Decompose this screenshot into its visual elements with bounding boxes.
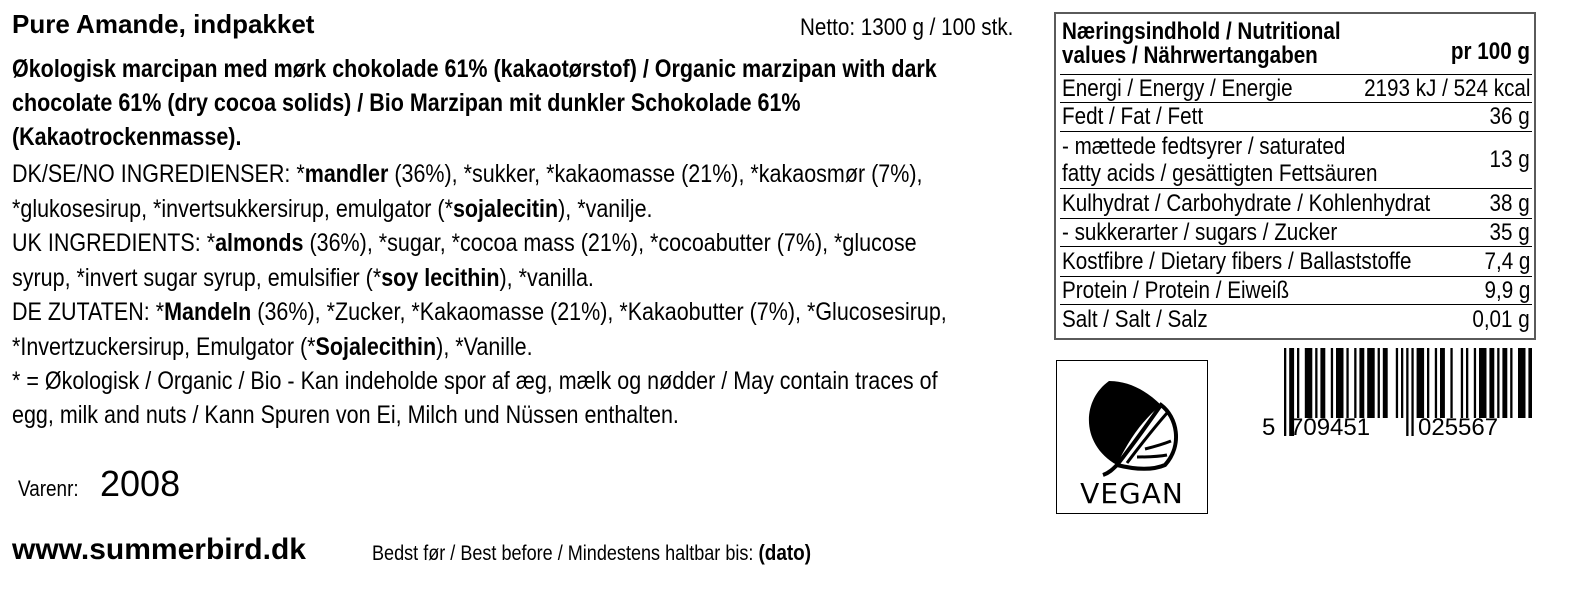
barcode-bar: [1450, 348, 1452, 418]
nutrition-value: 9,9 g: [1484, 277, 1530, 304]
barcode-bar: [1474, 348, 1476, 418]
barcode-bar: [1354, 348, 1356, 418]
nutrition-row-fiber: [1060, 246, 1532, 276]
nutrition-label: Kostfibre / Dietary fibers / Ballaststoffe: [1062, 248, 1412, 275]
barcode-bar: [1518, 348, 1526, 418]
nutrition-label: fatty acids / gesättigten Fettsäuren: [1062, 160, 1378, 187]
barcode-bar: [1331, 348, 1333, 418]
barcode-bar: [1411, 348, 1413, 436]
ingredients-uk-line-2: [12, 264, 594, 293]
barcode-bar: [1427, 348, 1429, 418]
nutrition-label: Salt / Salt / Salz: [1062, 306, 1208, 333]
description-line-1: Økologisk marcipan med mørk chokolade 61% (kakaotørstof) / Organic marzipan with dark: [12, 55, 937, 83]
ingredients-uk-line-1: [12, 229, 917, 258]
text: DK/SE/NO INGREDIENSER: *: [12, 160, 305, 188]
text: *glukosesirup, *invertsukkersirup, emulgator (*: [12, 195, 453, 223]
barcode-bar: [1461, 348, 1463, 418]
text: (36%), *sugar, *cocoa mass (21%), *cocoabutter (7%), *glucose: [303, 229, 917, 257]
vegan-logo: [1056, 360, 1208, 514]
nutrition-title: Næringsindhold / Nutritional values / Nährwertangaben: [1062, 18, 1341, 69]
description-line-2: chocolate 61% (dry cocoa solids) / Bio Marzipan mit dunkler Schokolade 61%: [12, 89, 801, 117]
barcode-bar: [1440, 348, 1445, 418]
barcode-bar: [1336, 348, 1344, 418]
barcode-bar: [1305, 348, 1313, 418]
nutrition-value: 35 g: [1489, 219, 1530, 246]
best-before: [372, 540, 811, 566]
nutrition-label: - sukkerarter / sugars / Zucker: [1062, 219, 1338, 246]
nutrition-label: - mættede fedtsyrer / saturated: [1062, 133, 1346, 160]
barcode-left-digits: 709451: [1290, 414, 1371, 441]
allergen-text: almonds: [215, 229, 304, 257]
barcode-bar: [1406, 348, 1408, 436]
barcode-bar: [1435, 348, 1437, 418]
net-weight: Netto: 1300 g / 100 stk.: [800, 14, 1014, 41]
allergen-text: Mandeln: [164, 298, 252, 326]
text: (36%), *Zucker, *Kakaomasse (21%), *Kakaobutter (7%), *Glucosesirup,: [251, 298, 947, 326]
nutrition-table: [1054, 12, 1536, 340]
description-line-3: (Kakaotrockenmasse).: [12, 123, 242, 151]
best-before-label: Bedst før / Best before / Mindestens haltbar bis:: [372, 542, 759, 565]
text: UK INGREDIENTS: *: [12, 229, 216, 257]
barcode-bar: [1396, 348, 1398, 418]
barcode-bar: [1401, 348, 1403, 418]
nutrition-value: 36 g: [1489, 103, 1530, 130]
barcode-bar: [1510, 348, 1512, 418]
barcode-bar: [1320, 348, 1325, 418]
allergen-text: sojalecitin: [452, 195, 559, 223]
barcode-bar: [1528, 348, 1532, 418]
barcode-bar: [1315, 348, 1317, 418]
nutrition-row-sugars: [1060, 218, 1532, 246]
allergen-text: Sojalecithin: [315, 333, 437, 361]
ingredients-de-line-2: [12, 333, 533, 362]
nutrition-row-saturated: [1060, 131, 1532, 188]
text: ), *vanilje.: [558, 195, 653, 223]
nutrition-row-salt: [1060, 304, 1532, 338]
barcode-bar: [1502, 348, 1507, 418]
text: syrup, *invert sugar syrup, emulsifier (*: [12, 264, 382, 292]
vegan-text: VEGAN: [1080, 477, 1184, 510]
text: *Invertzuckersirup, Emulgator (*: [12, 333, 316, 361]
barcode-bar: [1346, 348, 1348, 418]
nutrition-value: 7,4 g: [1484, 248, 1530, 275]
item-number-label: Varenr:: [18, 476, 79, 501]
barcode-first-digit: 5: [1262, 414, 1276, 441]
barcode-bar: [1417, 348, 1425, 418]
best-before-value: (dato): [758, 540, 812, 565]
allergen-note-line-2: egg, milk and nuts / Kann Spuren von Ei, Milch und Nüssen enthalten.: [12, 401, 679, 429]
barcode-right-digits: 025567: [1418, 414, 1499, 441]
nutrition-row-carbohydrate: [1060, 188, 1532, 218]
text: ), *vanilla.: [499, 264, 594, 292]
barcode-bar: [1378, 348, 1380, 418]
barcode-bar: [1383, 348, 1388, 418]
nutrition-label: Fedt / Fat / Fett: [1062, 103, 1204, 130]
nutrition-value: 13 g: [1489, 146, 1530, 173]
ingredients-de-line-1: [12, 298, 947, 327]
text: ), *Vanille.: [436, 333, 533, 361]
nutrition-label: Kulhydrat / Carbohydrate / Kohlenhydrat: [1062, 190, 1431, 217]
allergen-text: soy lecithin: [381, 264, 500, 292]
nutrition-row-energy: [1060, 74, 1532, 102]
ingredients-dk-line-2: [12, 195, 652, 224]
item-number-value: 2008: [100, 463, 181, 504]
leaf-icon: [1057, 361, 1207, 479]
barcode-bar: [1466, 348, 1468, 418]
barcode: [1262, 348, 1532, 448]
nutrition-row-protein: [1060, 276, 1532, 304]
nutrition-value: 38 g: [1489, 190, 1530, 217]
product-title: Pure Amande, indpakket: [12, 9, 315, 39]
nutrition-value: 2193 kJ / 524 kcal: [1363, 75, 1530, 102]
nutrition-row-fat: [1060, 102, 1532, 131]
text: DE ZUTATEN: *: [12, 298, 165, 326]
barcode-bar: [1297, 348, 1299, 418]
nutrition-label: Energi / Energy / Energie: [1062, 75, 1293, 102]
nutrition-value: 0,01 g: [1472, 306, 1530, 333]
nutrition-per-100g: pr 100 g: [1450, 38, 1530, 65]
allergen-text: mandler: [304, 160, 389, 188]
allergen-note-line-1: * = Økologisk / Organic / Bio - Kan indeholde spor af æg, mælk og nødder / May contain traces of: [12, 367, 938, 395]
barcode-bar: [1479, 348, 1487, 418]
barcode-bar: [1367, 348, 1375, 418]
barcode-bar: [1284, 348, 1286, 436]
nutrition-header: [1062, 20, 1532, 76]
nutrition-label: Protein / Protein / Eiweiß: [1062, 277, 1290, 304]
ingredients-dk-line-1: [12, 160, 922, 189]
website-url: www.summerbird.dk: [12, 533, 306, 566]
barcode-bar: [1359, 348, 1364, 418]
barcode-bar: [1489, 348, 1494, 418]
text: (36%), *sukker, *kakaomasse (21%), *kakaosmør (7%),: [388, 160, 923, 188]
barcode-bar: [1497, 348, 1499, 418]
item-number: [18, 463, 180, 505]
